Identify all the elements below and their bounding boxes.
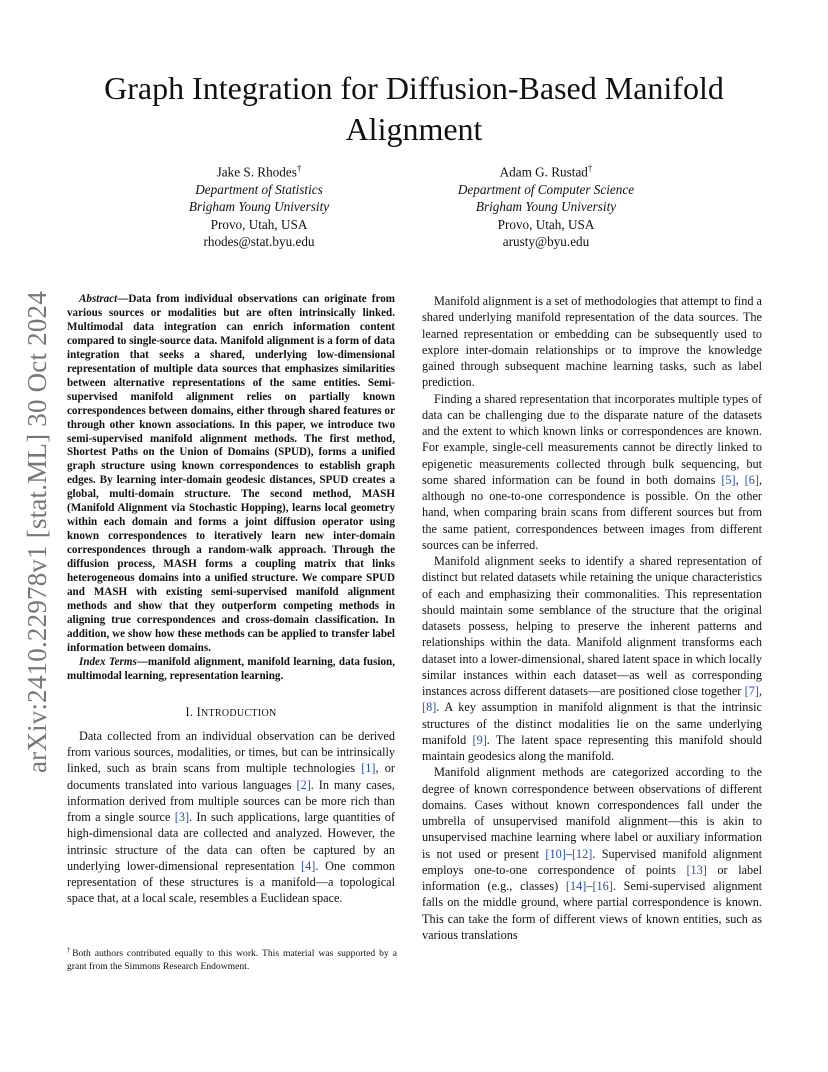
paragraph-text: Manifold alignment seeks to identify a shared representation of distinct but related datasets while retaining the unique characteristics of each and emphasizing their commonalities. This representation should maintain some semblance of the structure that the original datasets possess, helping to preserve the inherent patterns and relationships within the data. Manifold alignment transforms each dataset into a lower-dimensional, shared latent space in which locally similar instances within each dataset—as well as corresponding instances across different datasets—are positioned close together [422,554,762,698]
footnote-text: Both authors contributed equally to this work. This material was supported by a grant from the Simmons Research Endowment. [67,948,397,972]
paragraph-text: . Semi-supervised alignment falls on the middle ground, where partial correspondence is known. This can take the form of different views of known entities, such as various translations [422,879,762,942]
paragraph [422,553,762,764]
index-terms-text: —manifold alignment, manifold learning, data fusion, multimodal learning, representation learning. [67,655,395,682]
paragraph-text: . In many cases, information derived from multiple sources can be more rich than from a single source [67,777,395,825]
paragraph-text: . Supervised manifold alignment employs one-to-one correspondence of points [422,846,762,877]
citation-link[interactable]: [8] [422,700,437,715]
paragraph-text: , or documents translated into various languages [67,761,395,792]
citation-link[interactable]: [13] [686,862,707,877]
arxiv-identifier: arXiv:2410.22978v1 [stat.ML] 30 Oct 2024 [22,291,52,773]
author-department: Department of Computer Science [457,181,635,197]
paragraph-text: , although no one-to-one correspondence is possible. On the other hand, when comparing brain scans from different sources but from the same patient, correspondences between images from different sources can be inferred. [422,472,763,552]
left-column [67,293,395,907]
paper-title: Graph Integration for Diffusion-Based Manifold Alignment [104,70,724,147]
citation-link[interactable]: [7] [744,684,759,698]
author-university: Brigham Young University [475,199,617,215]
right-column-body [422,293,762,943]
citation-link[interactable]: [6] [744,472,759,487]
paragraph-text: . In such applications, large quantities of high-dimensional data are collected and analyzed. However, the intrinsic structure of the data can often be captured by an underlying lower-dimensional representation [67,810,396,873]
paragraph [422,764,762,943]
citation-link[interactable]: [1] [361,761,376,776]
paragraph-text: – [565,846,572,861]
author-block-1 [144,160,374,251]
paragraph-text: or label information (e.g., classes) [422,862,763,893]
paragraph [67,728,395,907]
author-location: Provo, Utah, USA [497,216,595,232]
author-email[interactable]: arusty@byu.edu [502,234,590,250]
paragraph [422,293,762,391]
author-email[interactable]: rhodes@stat.byu.edu [203,234,315,250]
citation-link[interactable]: [5] [721,472,736,487]
author-location: Provo, Utah, USA [210,216,308,232]
author-name: Jake S. Rhodes† [216,163,302,180]
citation-link[interactable]: [12] [571,846,593,861]
citation-link[interactable]: [16] [592,879,613,893]
index-terms-label: Index Terms [79,655,137,668]
citation-link[interactable]: [3] [174,810,190,825]
paragraph-text: . The latent space representing this manifold should maintain geodesics along the manifold. [422,732,762,763]
citation-link[interactable]: [4] [301,858,316,873]
paragraph [422,391,762,554]
right-column [422,293,762,943]
author-name: Adam G. Rustad† [499,163,593,180]
paragraph-text: , [735,472,745,487]
citation-link[interactable]: [14] [565,879,587,893]
footnote-mark: † [67,946,73,954]
section-heading-introduction: I. INTRODUCTION [185,704,277,719]
paragraph-text: . One common representation of these structures is a manifold—a topological space that, at a local scale, resembles a Euclidean space. [67,858,395,906]
abstract-text: —Data from individual observations can originate from various sources or modalities but are often intrinsically linked. Multimodal data integration can enrich information content compared to single-source data. Manifold alignment is a form of data integration that seeks a shared, underlying low-dimensional representation of multiple data sources that emphasizes similarities between alternative representations of the same entities. Semi-supervised manifold alignment relies on partially known correspondences between domains, either through shared features or through other known associations. In this paper, we introduce two semi-supervised manifold alignment methods. The first method, Shortest Paths on the Union of Domains (SPUD), forms a unified graph structure using known correspondences to establish graph edges. By learning inter-domain geodesic distances, SPUD creates a global, multi-domain structure. The second method, MASH (Manifold Alignment via Stochastic Hopping), learns local geometry within each domain and forms a joint diffusion operator using known correspondences to iteratively learn new inter-domain correspondences through a random-walk approach. Through the diffusion process, MASH forms a coupling matrix that links heterogeneous domains into a unified structure. We compare SPUD and MASH with existing semi-supervised manifold alignment methods and show that they outperform competing methods in aligning true correspondences and cross-domain classification. In addition, we show how these methods can be applied to transfer label information between domains. [67,293,395,654]
citation-link[interactable]: [2] [296,777,311,792]
paragraph-text: , [758,684,762,698]
paragraph-text: Manifold alignment methods are categorized according to the degree of known correspondence between observations of different domains. Cases without known correspondences fall under the umbrella of unsupervised manifold alignment—this is akin to unsupervised machine learning where label or auxiliary information is not used or present [422,765,762,861]
author-department: Department of Statistics [195,181,323,197]
index-terms [67,656,395,684]
author-block-2 [431,160,661,251]
citation-link[interactable]: [10] [545,846,566,861]
paragraph-text: Data collected from an individual observation can be derived from various sources, modalities, or times, but can be intrinsically linked, such as brain scans from multiple technologies [67,728,395,776]
introduction-body [67,728,395,907]
author-university: Brigham Young University [188,199,330,215]
paragraph-text: Manifold alignment is a set of methodologies that attempt to find a shared underlying manifold representation of the data sources. The learned representation or embedding can be subsequently used to explore inter-domain relationships or to improve the knowledge gained through subsequent machine learning tasks, such as label prediction. [422,294,762,390]
paragraph-text: . A key assumption in manifold alignment is that the intrinsic structures of the distinct modalities lie on the same underlying manifold [422,700,762,747]
abstract [67,293,395,656]
paragraph-text: – [586,879,593,893]
paragraph-text: Finding a shared representation that incorporates multiple types of data can be challenging due to the disparate nature of the datasets and the extent to which known links or correspondences are known. For example, single-cell measurements cannot be directly linked to epigenetic measurements collected through bulk sequencing, but some shared information can be found in both domains [422,391,762,487]
citation-link[interactable]: [9] [472,732,487,747]
footnote [67,944,397,973]
abstract-label: Abstract [79,293,118,305]
